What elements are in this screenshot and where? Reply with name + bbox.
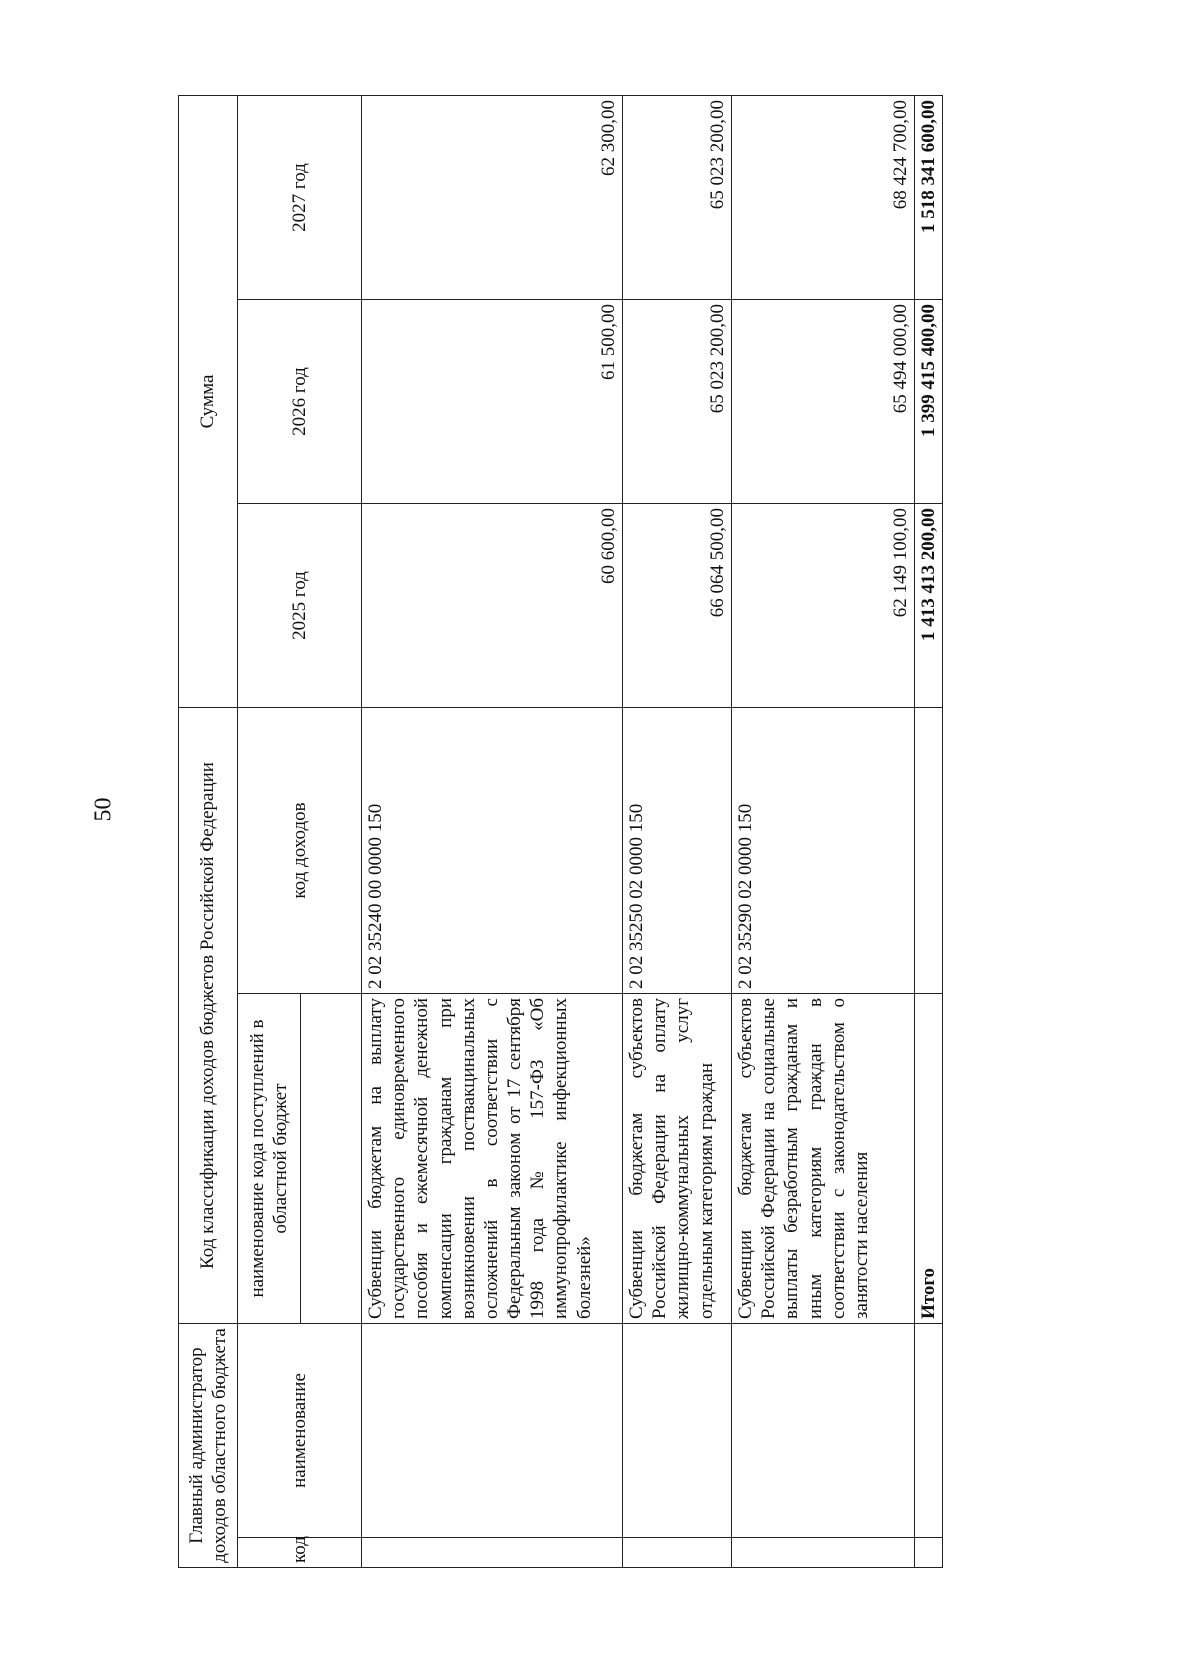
income-code-cell: 2 02 35240 00 0000 150 [362,708,623,994]
description-cell: Субвенции бюджетам на выплату государственного единовременного пособия и ежемесячной денежной компенсации гражданам при возникновении поствакцинальных осложнений в соответствии с Федеральным законом от 17 сентября 1998 года № 157-ФЗ «Об иммунопрофилактике инфекционных болезней» [362,994,623,1324]
header-income-code-name: наименование кода поступлений в областной бюджет [238,994,301,1324]
value-2025-cell: 66 064 500,00 [623,504,732,708]
income-code-cell: 2 02 35250 02 0000 150 [623,708,732,994]
total-admin-code-cell [915,1538,943,1568]
total-2025: 1 413 413 200,00 [915,504,943,708]
total-row [915,96,943,1568]
value-2027-cell: 68 424 700,00 [732,96,915,300]
table-row [362,96,623,1568]
value-2027-cell: 62 300,00 [362,96,623,300]
header-year-2025: 2025 год [238,504,362,708]
header-income-code: код доходов [238,708,362,994]
admin-name-cell [732,1324,915,1538]
value-2026-cell: 61 500,00 [362,300,623,504]
value-2025-cell: 62 149 100,00 [732,504,915,708]
income-code-cell: 2 02 35290 02 0000 150 [732,708,915,994]
header-spacer [301,994,362,1324]
header-admin-name: наименование [238,1324,362,1538]
header-admin-code: код [238,1538,362,1568]
total-income-code-cell [915,708,943,994]
header-admin-group: Главный администратор доходов областного бюджета [179,1324,238,1568]
description-cell: Субвенции бюджетам субъектов Российской Федерации на оплату жилищно-коммунальных услуг отдельным категориям граждан [623,994,732,1324]
admin-name-cell [623,1324,732,1538]
header-sum-group: Сумма [179,96,238,708]
budget-table-container [178,96,939,1568]
value-2026-cell: 65 494 000,00 [732,300,915,504]
admin-code-cell [623,1538,732,1568]
table-row [623,96,732,1568]
header-year-2027: 2027 год [238,96,362,300]
total-admin-name-cell [915,1324,943,1538]
budget-income-table [178,95,943,1568]
value-2025-cell: 60 600,00 [362,504,623,708]
value-2026-cell: 65 023 200,00 [623,300,732,504]
table-row [732,96,915,1568]
header-year-2026: 2026 год [238,300,362,504]
total-2027: 1 518 341 600,00 [915,96,943,300]
total-2026: 1 399 415 400,00 [915,300,943,504]
value-2027-cell: 65 023 200,00 [623,96,732,300]
header-classification-group: Код классификации доходов бюджетов Российской Федерации [179,708,238,1324]
description-cell: Субвенции бюджетам субъектов Российской Федерации на социальные выплаты безработным гражданам и иным категориям граждан в соответствии с законодательством о занятости населения [732,994,915,1324]
total-label: Итого [915,994,943,1324]
header-row-2 [238,96,301,1568]
admin-code-cell [362,1538,623,1568]
page-number: 50 [90,797,117,822]
admin-name-cell [362,1324,623,1538]
header-row-1 [179,96,238,1568]
admin-code-cell [732,1538,915,1568]
